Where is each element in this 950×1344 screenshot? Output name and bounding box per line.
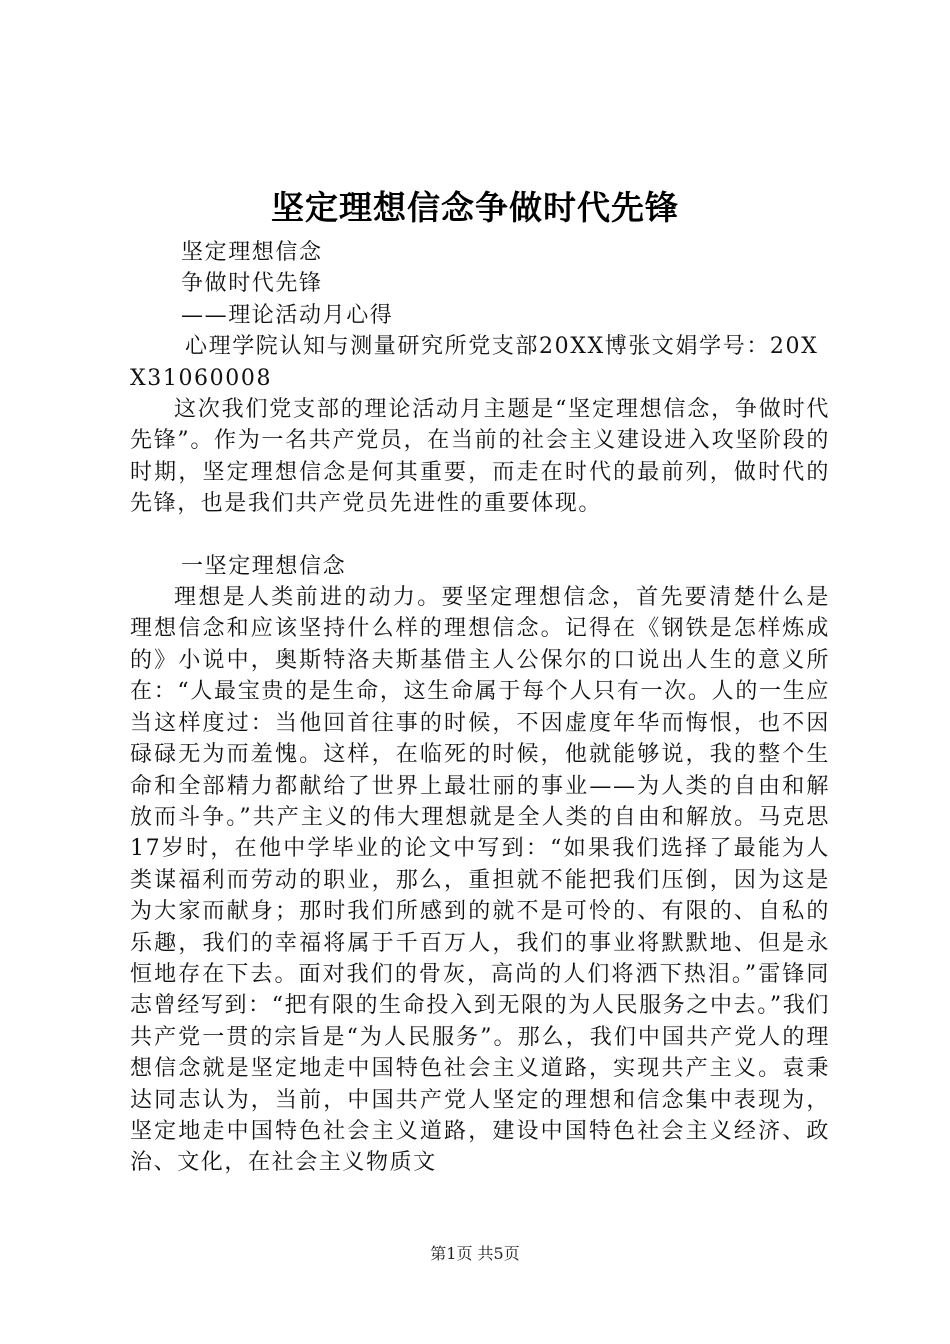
section-paragraph: 理想是人类前进的动力。要坚定理想信念，首先要清楚什么是理想信念和应该坚持什么样的理想信念。记得在《钢铁是怎样炼成的》小说中，奥斯特洛夫斯基借主人公保尔的口说出人生的意义所在：“人最宝贵的是生命，这生命属于每个人只有一次。人的一生应当这样度过：当他回首往事的时候，不因虚度年华而悔恨，也不因碌碌无为而羞愧。这样，在临死的时候，他就能够说，我的整个生命和全部精力都献给了世界上最壮丽的事业——为人类的自由和解放而斗争。”共产主义的伟大理想就是全人类的自由和解放。马克思17岁时，在他中学毕业的论文中写到：“如果我们选择了最能为人类谋福利而劳动的职业，那么，重担就不能把我们压倒，因为这是为大家而献身；那时我们所感到的就不是可怜的、有限的、自私的乐趣，我们的幸福将属于千百万人，我们的事业将默默地、但是永恒地存在下去。面对我们的骨灰，高尚的人们将洒下热泪。”雷锋同志曾经写到：“把有限的生命投入到无限的为人民服务之中去。”我们共产党一贯的宗旨是“为人民服务”。那么，我们中国共产党人的理想信念就是坚定地走中国特色社会主义道路，实现共产主义。袁秉达同志认为，当前，中国共产党人坚定的理想和信念集中表现为，坚定地走中国特色社会主义道路，建设中国特色社会主义经济、政治、文化，在社会主义物质文 (130, 585, 830, 1176)
section-heading: 一坚定理想信念 (181, 553, 347, 579)
page-indicator: 第1页 共5页 (430, 1244, 520, 1263)
intro-paragraph: 这次我们党支部的理论活动月主题是“坚定理想信念，争做时代先锋”。作为一名共产党员，在当前的社会主义建设进入攻坚阶段的时期，坚定理想信念是何其重要，而走在时代的最前列，做时代的先锋，也是我们共产党员先进性的重要体现。 (130, 397, 830, 517)
paragraph-gap (130, 520, 830, 551)
document-body (130, 237, 830, 1179)
author-line: 心理学院认知与测量研究所党支部20XX博张文娟学号：20XX31060008 (130, 334, 819, 391)
document-title: 坚定理想信念争做时代先锋 (271, 188, 679, 227)
subtitle-line-2: 争做时代先锋 (181, 271, 323, 297)
subtitle-line-3: ——理论活动月心得 (181, 302, 394, 328)
subtitle-line-1: 坚定理想信念 (181, 240, 323, 265)
